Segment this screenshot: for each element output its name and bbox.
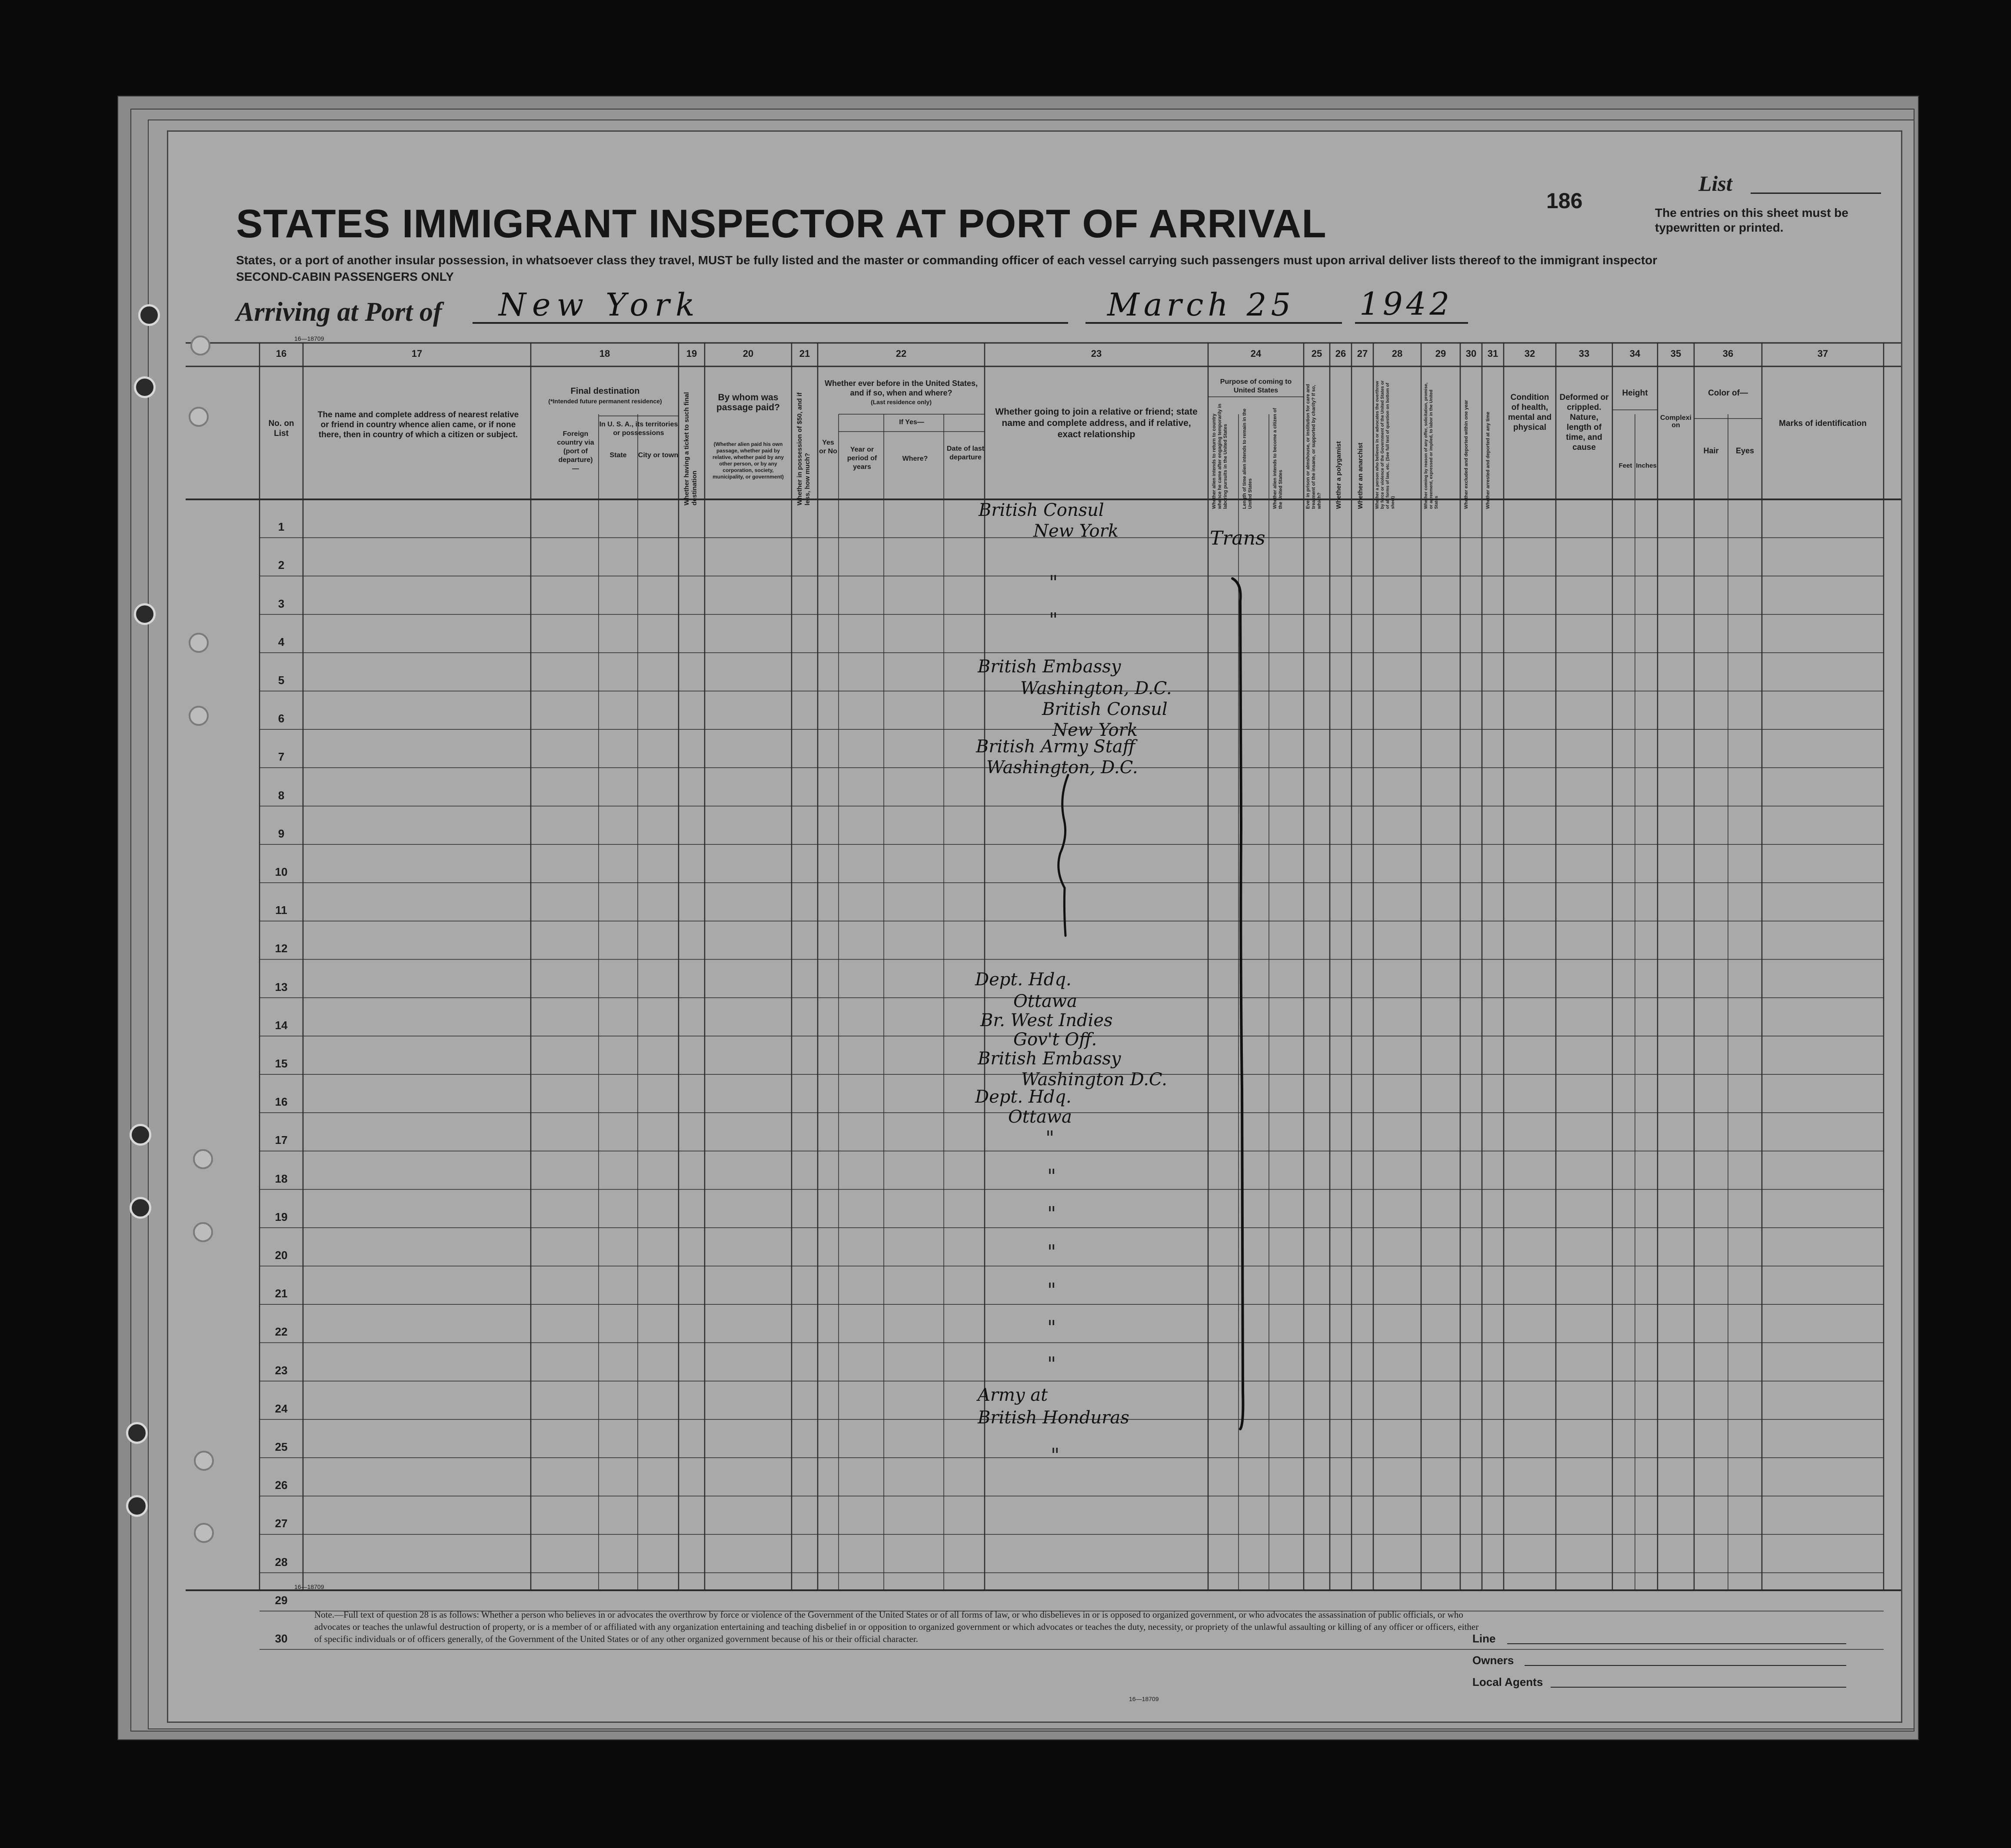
entry-row-1-line-a: British Consul xyxy=(979,500,1104,520)
row-number: 11 xyxy=(275,904,287,917)
row-number: 20 xyxy=(275,1249,288,1262)
row-number: 28 xyxy=(275,1555,288,1569)
col-26-number: 26 xyxy=(1335,348,1346,359)
agents-field-label: Local Agents xyxy=(1472,1675,1543,1688)
ditto-row-26: " xyxy=(1051,1444,1060,1466)
ditto-row-3: " xyxy=(1049,609,1058,631)
reinforcement-hole xyxy=(194,1523,214,1543)
ditto-row-22: " xyxy=(1047,1279,1056,1301)
col-22-heading: Whether ever before in the United States, and if so, when and where? xyxy=(824,379,978,397)
col-34-heading: Height xyxy=(1622,389,1648,398)
col-25-heading: Ever in prison or almshouse, or institution for care and treatment of the insane, or supported by charity? If so, which? xyxy=(1305,384,1322,509)
row-number: 7 xyxy=(278,750,285,764)
col-32-number: 32 xyxy=(1524,348,1535,359)
col-19-heading: Whether having a ticket to such final destination xyxy=(683,392,698,505)
row-number: 5 xyxy=(278,674,285,687)
col-33-heading: Deformed or crippled. Nature, length of time, and cause xyxy=(1559,393,1609,452)
col-17-number: 17 xyxy=(411,348,423,359)
col-21-heading: Whether in possession of $50, and if less, how much? xyxy=(796,392,811,505)
col-27-number: 27 xyxy=(1357,348,1368,359)
col-27-heading: Whether an anarchist xyxy=(1357,442,1364,509)
col-21-number: 21 xyxy=(799,348,810,359)
col-29-heading: Whether coming by reason of any offer, solicitation, promise, or agreement, expressed or implied, to labor in the United States xyxy=(1424,382,1439,509)
ditto-row-20: " xyxy=(1047,1203,1056,1225)
col-16-number: 16 xyxy=(276,348,287,359)
row-number: 18 xyxy=(275,1172,288,1185)
row-number: 17 xyxy=(275,1133,288,1147)
form-code-bottom: 16—18709 xyxy=(294,1583,324,1590)
ditto-row-18: " xyxy=(1045,1127,1055,1149)
year-value: 1942 xyxy=(1359,286,1453,322)
row-number: 6 xyxy=(278,712,285,725)
question-28-note: Note.—Full text of question 28 is as follows: Whether a person who believes in or advocates the overthrow by force or violence of the Government of the United States or of all forms of law, or who disbelieves in or is opposed to organized government, or who advocates the assassination of public officials, or who advocates or teaches the unlawful destruction of property, or is a member of or affiliated with any organization entertaining and teaching disbelief in or opposition to organized government or which advocates or teaches the duty, necessity, or propriety of the unlawful assaulting or killing of any officer or officers, either of specific individuals or of officers generally, of the Government of the United States or of any other organized government because of his or their official character. xyxy=(314,1609,1479,1644)
col-18-subheading: (*Intended future permanent residence) xyxy=(548,398,662,405)
col-18-heading: Final destination xyxy=(570,386,640,396)
col-34-feet-heading: Feet xyxy=(1618,462,1632,469)
row-number: 14 xyxy=(275,1018,288,1032)
list-instruction: The entries on this sheet must be typewritten or printed. xyxy=(1655,206,1848,234)
col-18-foreign-heading: Foreign country via (port of departure)— xyxy=(557,430,594,472)
col-22-subheading: (Last residence only) xyxy=(870,399,932,405)
col-20-heading: By whom was passage paid? xyxy=(716,392,780,412)
row-number: 30 xyxy=(275,1632,288,1645)
reinforcement-hole xyxy=(189,633,209,653)
ditto-row-21: " xyxy=(1047,1241,1056,1263)
binder-hole xyxy=(134,376,156,398)
entry-row-7-line-b: Washington, D.C. xyxy=(986,758,1138,778)
owners-field-rule xyxy=(1525,1665,1846,1666)
row-number: 24 xyxy=(275,1402,288,1415)
entry-row-16-line-a: British Embassy xyxy=(978,1049,1121,1069)
row-number: 1 xyxy=(278,520,285,534)
entry-row-7-line-a: British Army Staff xyxy=(976,737,1135,757)
ditto-row-23: " xyxy=(1047,1316,1056,1339)
col-24c-heading: Whether alien intends to become a citizen of the United States xyxy=(1272,408,1283,509)
reinforcement-hole xyxy=(190,336,210,356)
row-number: 13 xyxy=(275,980,288,994)
row-number: 9 xyxy=(278,827,285,840)
col-22-yesno-heading: Yes or No xyxy=(819,439,837,455)
col-36-number: 36 xyxy=(1722,348,1734,359)
col-23-number: 23 xyxy=(1091,348,1102,359)
col-28-heading: Whether a person who believes in or advocates the overthrow by force or violence of the Government of the United States or of all forms of law, etc. (See full text of question on bottom of sheet) xyxy=(1375,380,1395,509)
intro-text: States, or a port of another insular possession, in whatsoever class they travel, MUST be fully listed and the master or commanding officer of each vessel carrying such passengers must upon arrival deliver lists thereof to the immigrant inspector xyxy=(236,253,1658,267)
page-title: STATES IMMIGRANT INSPECTOR AT PORT OF ARRIVAL xyxy=(236,202,1327,246)
binder-hole xyxy=(138,304,160,326)
col-22-number: 22 xyxy=(896,348,907,359)
col-24b-heading: Length of time alien intends to remain in the United States xyxy=(1242,408,1253,509)
row-number: 8 xyxy=(278,788,285,802)
list-label: List xyxy=(1698,171,1732,196)
col-36-heading: Color of— xyxy=(1708,389,1748,398)
entry-row-6-line-b: New York xyxy=(1052,720,1138,740)
row-number: 10 xyxy=(275,865,288,878)
col-24-number: 24 xyxy=(1250,348,1262,359)
col-34-number: 34 xyxy=(1629,348,1641,359)
binder-hole xyxy=(130,1124,151,1146)
col-18-usa-heading: In U. S. A., its territories or possessions xyxy=(599,421,678,437)
manifest-sheet xyxy=(167,130,1902,1723)
row-number: 22 xyxy=(275,1325,288,1339)
row-number: 15 xyxy=(275,1057,288,1070)
entry-row-17-line-a: Dept. Hdq. xyxy=(975,1087,1072,1107)
port-label: Arriving at Port of xyxy=(236,297,442,327)
col-29-number: 29 xyxy=(1435,348,1446,359)
col-20-number: 20 xyxy=(742,348,754,359)
col-19-number: 19 xyxy=(686,348,697,359)
col-20-subheading: (Whether alien paid his own passage, whether paid by relative, whether paid by any other person, or by any corporation, society, municipality, or government) xyxy=(712,441,784,480)
row-number: 23 xyxy=(275,1363,288,1377)
entry-row-5-line-a: British Embassy xyxy=(978,657,1121,677)
ditto-brace-line xyxy=(1059,775,1068,936)
col-16-heading: No. on List xyxy=(268,419,294,438)
entry-row-16-line-b: Washington D.C. xyxy=(1021,1070,1167,1090)
col-22-where-heading: Where? xyxy=(902,455,928,462)
entry-row-1-purpose: Trans xyxy=(1210,527,1265,549)
row-number: 3 xyxy=(278,597,285,610)
row-number: 26 xyxy=(275,1479,288,1492)
reinforcement-hole xyxy=(193,1222,213,1242)
col-33-number: 33 xyxy=(1578,348,1590,359)
col-36-eyes-heading: Eyes xyxy=(1735,446,1755,455)
row-number: 29 xyxy=(275,1593,288,1607)
entry-row-14-line-a: Dept. Hdq. xyxy=(975,970,1072,990)
port-value: New York xyxy=(499,286,701,323)
entry-row-15-line-b: Gov't Off. xyxy=(1013,1030,1097,1050)
owners-field-label: Owners xyxy=(1472,1654,1514,1667)
row-number: 25 xyxy=(275,1440,288,1453)
col-24a-heading: Whether alien intends to return to country whence he came after engaging temporarily in laboring pursuits in the United States xyxy=(1212,403,1228,509)
col-22-years-heading: Year or period of years xyxy=(847,446,877,471)
col-25-number: 25 xyxy=(1311,348,1322,359)
binder-hole xyxy=(134,603,156,625)
col-31-number: 31 xyxy=(1487,348,1498,359)
binder-hole xyxy=(126,1422,148,1444)
row-number: 4 xyxy=(278,635,285,648)
reinforcement-hole xyxy=(194,1451,214,1471)
reinforcement-hole xyxy=(189,407,209,427)
col-18-number: 18 xyxy=(599,348,610,359)
col-22-date-heading: Date of last departure xyxy=(946,445,985,461)
entry-row-5-line-b: Washington, D.C. xyxy=(1020,678,1172,698)
row-number: 27 xyxy=(275,1517,288,1530)
entry-row-15-line-a: Br. West Indies xyxy=(980,1010,1113,1030)
cabin-class: SECOND-CABIN PASSENGERS ONLY xyxy=(236,270,454,283)
col-30-number: 30 xyxy=(1465,348,1477,359)
entry-row-1-line-b: New York xyxy=(1033,521,1119,541)
row-number: 12 xyxy=(275,942,288,955)
entry-row-17-line-b: Ottawa xyxy=(1008,1107,1072,1127)
ditto-row-19: " xyxy=(1047,1165,1056,1187)
row-number: 16 xyxy=(275,1095,288,1109)
line-field-rule xyxy=(1507,1643,1846,1644)
col-28-number: 28 xyxy=(1392,348,1403,359)
binder-hole xyxy=(130,1197,151,1219)
ditto-row-24: " xyxy=(1047,1353,1056,1375)
entry-row-14-line-b: Ottawa xyxy=(1013,991,1077,1011)
col-26-heading: Whether a polygamist xyxy=(1335,441,1342,509)
entry-row-25-line-b: British Honduras xyxy=(978,1408,1129,1428)
col-36-hair-heading: Hair xyxy=(1703,446,1719,455)
line-field-label: Line xyxy=(1472,1632,1496,1645)
row-number: 2 xyxy=(278,558,285,572)
col-32-heading: Condition of health, mental and physical xyxy=(1508,393,1552,432)
ditto-row-2: " xyxy=(1049,572,1058,594)
col-35-number: 35 xyxy=(1670,348,1681,359)
ditto-vertical-line xyxy=(1232,578,1243,1429)
reinforcement-hole xyxy=(189,706,209,726)
col-37-number: 37 xyxy=(1817,348,1828,359)
col-34-inches-heading: Inches xyxy=(1636,462,1657,469)
col-30-heading: Whether excluded and deported within one year xyxy=(1464,400,1469,509)
col-31-heading: Whether arrested and deported at any time xyxy=(1485,412,1491,509)
date-value: March 25 xyxy=(1107,286,1295,323)
form-code: 16—18709 xyxy=(294,335,324,342)
row-number: 21 xyxy=(275,1287,288,1300)
col-18-state-heading: State xyxy=(609,452,627,459)
reinforcement-hole xyxy=(193,1149,213,1169)
col-35-heading: Complexion xyxy=(1660,414,1691,429)
col-23-heading: Whether going to join a relative or friend; state name and complete address, and if relative, exact relationship xyxy=(995,407,1198,439)
form-code-note: 16—18709 xyxy=(1129,1695,1159,1702)
row-number: 19 xyxy=(275,1210,288,1223)
agents-field-rule xyxy=(1551,1687,1846,1688)
page-number: 186 xyxy=(1546,189,1583,213)
binder-hole xyxy=(126,1495,148,1517)
col-22-ifyes-heading: If Yes— xyxy=(899,419,924,426)
entry-row-6-line-a: British Consul xyxy=(1042,699,1168,719)
col-17-heading: The name and complete address of nearest relative or friend in country whence alien came, or if none there, then in country of which a citizen or subject. xyxy=(317,410,519,439)
entry-row-25-line-a: Army at xyxy=(978,1385,1048,1405)
col-37-heading: Marks of identification xyxy=(1779,419,1867,428)
manifest-grid xyxy=(168,132,1901,1722)
col-24-heading: Purpose of coming to United States xyxy=(1220,378,1292,394)
col-18-city-heading: City or town xyxy=(638,452,679,459)
